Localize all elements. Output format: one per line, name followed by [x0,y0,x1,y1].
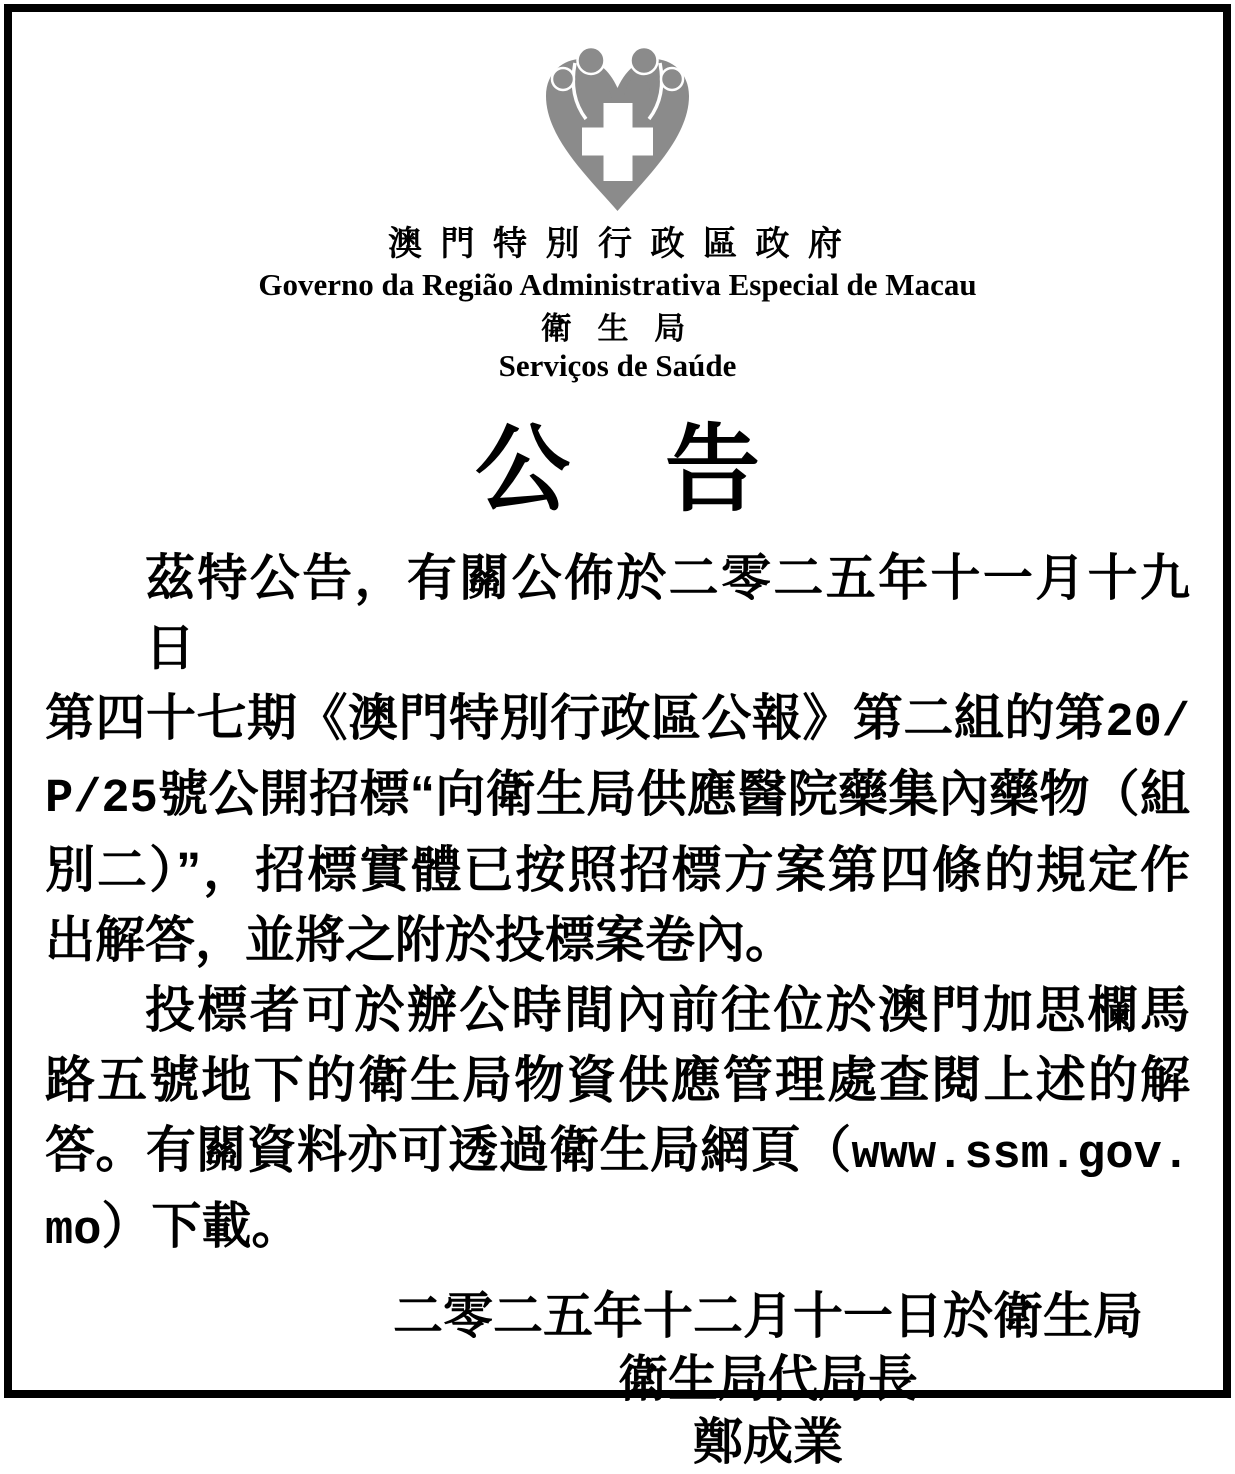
signer-name: 鄭成業 [693,1414,843,1470]
signature-block [393,1285,1143,1474]
signoff-dateline: 二零二五年十二月十一日於衛生局 [393,1288,1143,1344]
notice-text: 茲特公告，有關公佈於二零二五年十一月十九日 [145,550,1190,676]
notice-text: 路五號地下的衛生局物資供應管理處查閱上述的解 [45,1052,1190,1108]
notice-line [45,1045,1190,1115]
bureau-name-zh: 衛 生 局 [540,311,695,346]
tender-number-part: 20/ [1105,697,1190,750]
notice-line [45,1191,1190,1267]
notice-text: 別二）”，招標實體已按照招標方案第四條的規定作 [45,842,1190,898]
notice-body [45,543,1190,1267]
notice-title: 公 告 [474,417,760,523]
notice-line [45,1115,1190,1191]
notice-text: 投標者可於辦公時間內前往位於澳門加思欄馬 [145,982,1190,1038]
website-url-part: mo [45,1205,102,1258]
notice-line [45,835,1190,905]
notice-line [45,975,1190,1045]
bureau-name-pt: Serviços de Saúde [498,348,737,383]
tender-number-part: P/25 [45,773,158,826]
signer-title: 衛生局代局長 [618,1351,918,1407]
notice-line [45,543,1190,683]
notice-text: 第四十七期《澳門特別行政區公報》第二組的第 [45,690,1106,746]
notice-line [45,905,1190,975]
government-name-pt: Governo da Região Administrativa Especial de Macau [258,267,977,302]
website-url-part: www.ssm.gov. [851,1129,1190,1182]
notice-line [45,759,1190,835]
notice-text: 答。有關資料亦可透過衛生局網頁（ [45,1122,852,1178]
heart-cross-people-icon [544,46,691,213]
notice-text: 出解答，並將之附於投標案卷內。 [45,912,795,968]
ssm-logo [544,46,691,213]
notice-text: ）下載。 [101,1198,302,1254]
government-name-zh: 澳 門 特 別 行 政 區 政 府 [388,226,847,263]
notice-text: 號公開招標“向衛生局供應醫院藥集內藥物（組 [157,766,1190,822]
notice-line [45,683,1190,759]
